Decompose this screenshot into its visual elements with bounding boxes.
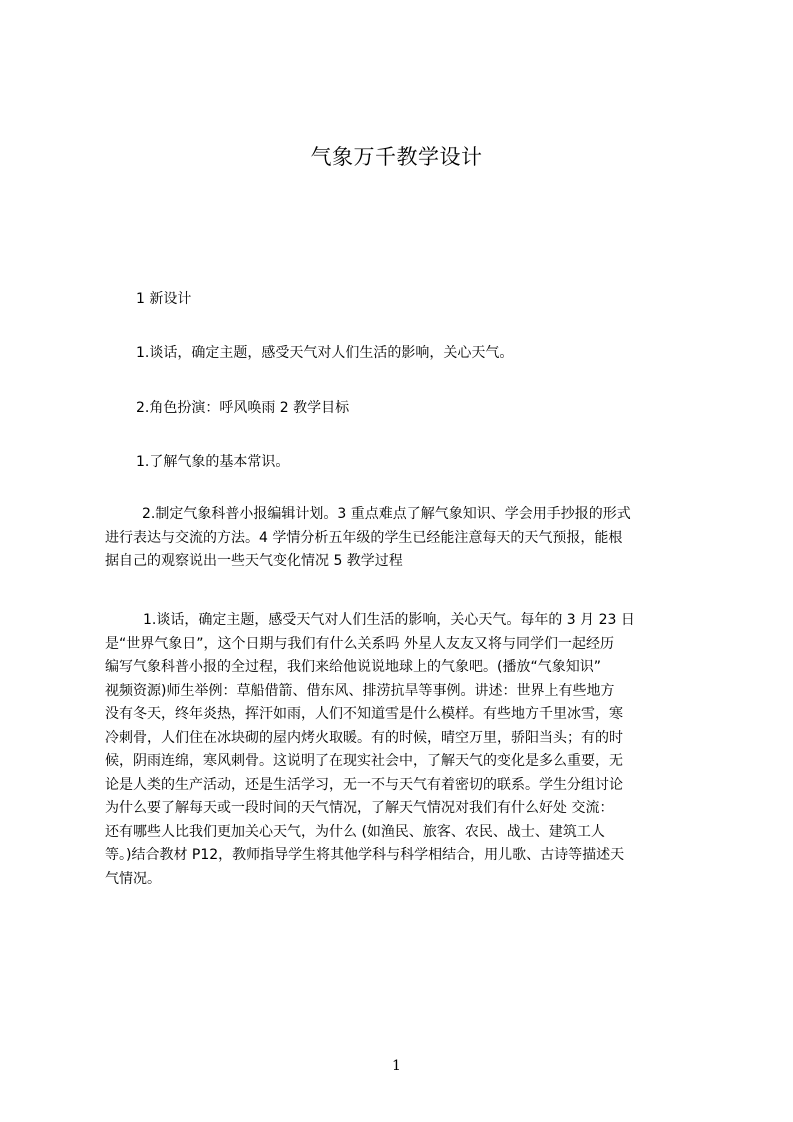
paragraph-line: 进行表达与交流的方法。4 学情分析五年级的学生已经能注意每天的天气预报，能根 [105, 529, 623, 546]
paragraph-line: 没有冬天，终年炎热，挥汗如雨，人们不知道雪是什么模样。有些地方千里冰雪，寒 [105, 706, 623, 722]
paragraph-line: 据自己的观察说出一些天气变化情况 5 教学过程 [105, 553, 403, 569]
paragraph-line: 冷刺骨，人们住在冰块砌的屋内烤火取暖。有的时候，晴空万里，骄阳当头；有的时 [105, 729, 623, 746]
section-line: 2.角色扮演：呼风唤雨 2 教学目标 [136, 400, 350, 416]
paragraph-line: 2.制定气象科普小报编辑计划。3 重点难点了解气象知识、学会用手抄报的形式 [142, 506, 631, 522]
section-item [105, 451, 697, 475]
paragraph-line: 视频资源)师生举例：草船借箭、借东风、排涝抗旱等事例。讲述：世界上有些地方 [105, 682, 615, 699]
document-title: 气象万千教学设计 [310, 145, 483, 169]
paragraph-line: 还有哪些人比我们更加关心天气，为什么 (如渔民、旅客、农民、战士、建筑工人 [105, 823, 605, 840]
goals-paragraph [105, 503, 697, 574]
page-number: 1 [392, 1058, 401, 1074]
section-line: 1.了解气象的基本常识。 [136, 454, 290, 470]
paragraph-line: 气情况。 [105, 870, 161, 887]
process-paragraph [105, 609, 697, 891]
paragraph-line: 1.谈话，确定主题，感受天气对人们生活的影响，关心天气。每年的 3 月 23 日 [143, 612, 635, 628]
paragraph-line: 为什么要了解每天或一段时间的天气情况，了解天气情况对我们有什么好处 交流： [105, 800, 614, 816]
section-line: 1 新设计 [136, 291, 192, 307]
paragraph-line: 等。)结合教材 P12，教师指导学生将其他学科与科学相结合，用儿歌、古诗等描述天 [105, 847, 625, 863]
section-item [105, 342, 697, 366]
section-line: 1.谈话，确定主题，感受天气对人们生活的影响，关心天气。 [136, 345, 514, 361]
section-heading [105, 288, 697, 312]
paragraph-line: 论是人类的生产活动，还是生活学习，无一不与天气有着密切的联系。学生分组讨论 [105, 776, 623, 793]
paragraph-line: 是“世界气象日”，这个日期与我们有什么关系吗 外星人友友又将与同学们一起经历 [105, 635, 614, 652]
paragraph-line: 编写气象科普小报的全过程，我们来给他说说地球上的气象吧。(播放“气象知识” [105, 659, 601, 675]
section-item [105, 397, 697, 421]
paragraph-line: 候，阴雨连绵，寒风刺骨。这说明了在现实社会中，了解天气的变化是多么重要，无 [105, 753, 623, 769]
